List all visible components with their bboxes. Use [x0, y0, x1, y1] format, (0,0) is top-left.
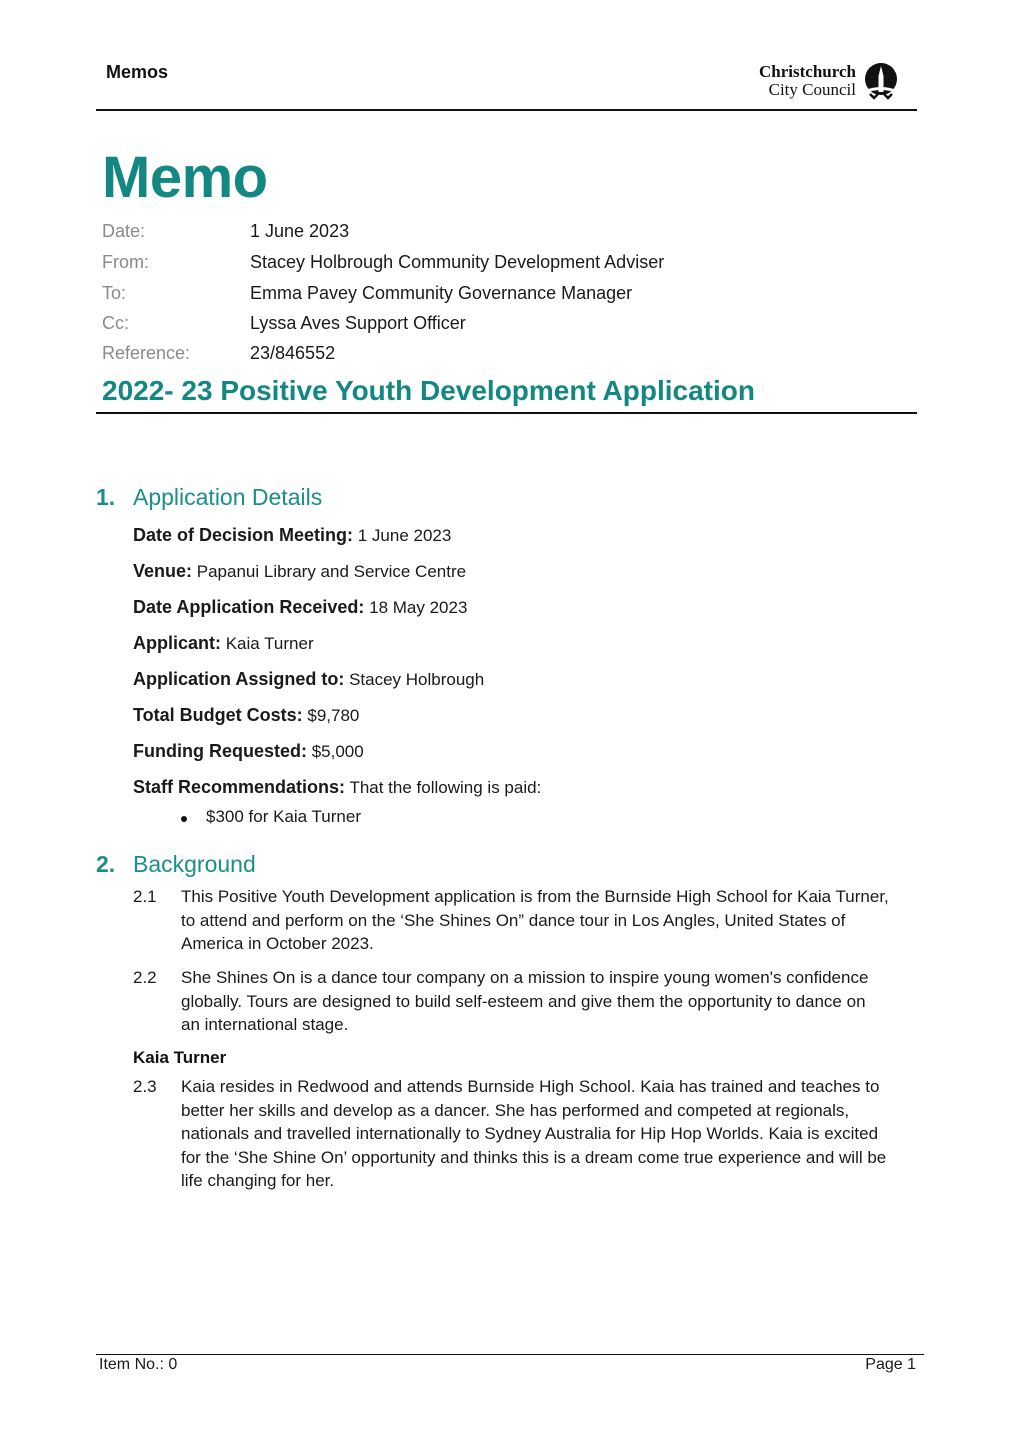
meta-value: 23/846552 — [250, 343, 336, 363]
paragraph-line: to attend and perform on the ‘She Shines On” dance tour in Los Angles, United States of — [181, 910, 846, 930]
paragraph-text — [181, 966, 919, 1037]
meta-value: Lyssa Aves Support Officer — [250, 313, 466, 333]
detail-decision-meeting — [133, 525, 451, 546]
section-heading-background — [96, 851, 256, 878]
paragraph-line: globally. Tours are designed to build self-esteem and give them the opportunity to dance on — [181, 991, 866, 1011]
paragraph-number: 2.2 — [133, 968, 157, 987]
detail-label: Applicant: — [133, 633, 221, 653]
header-section-title: Memos — [106, 62, 169, 82]
paragraph-line: America in October 2023. — [181, 934, 374, 953]
detail-value: Stacey Holbrough — [344, 670, 485, 689]
heading-rule — [96, 412, 917, 414]
detail-value: Papanui Library and Service Centre — [192, 562, 467, 581]
meta-label: Date: — [102, 221, 146, 241]
logo-line-2: City Council — [768, 80, 856, 99]
detail-value: $5,000 — [307, 742, 364, 761]
detail-applicant — [133, 633, 314, 654]
meta-label: Reference: — [102, 343, 191, 363]
council-logo — [744, 62, 904, 104]
paragraph-text — [181, 1075, 919, 1193]
section-number: 1. — [96, 484, 116, 510]
paragraph-line: This Positive Youth Development application is from the Burnside High School for Kaia Turner, — [181, 887, 889, 906]
detail-date-received — [133, 597, 467, 618]
logo-line-1: Christchurch — [759, 62, 856, 81]
bullet-icon — [181, 816, 187, 822]
paragraph-line: an international stage. — [181, 1015, 349, 1034]
footer-page-number: Page 1 — [865, 1356, 916, 1373]
meta-label: To: — [102, 283, 127, 303]
meta-label: Cc: — [102, 313, 129, 333]
meta-value: Emma Pavey Community Governance Manager — [250, 283, 633, 303]
paragraph-line: nationals and travelled internationally to Sydney Australia for Hip Hop Worlds. Kaia is excited — [181, 1124, 879, 1143]
bullet-text: $300 for Kaia Turner — [206, 807, 361, 826]
meta-label: From: — [102, 252, 149, 272]
section-title: Application Details — [133, 484, 323, 510]
paragraph-line: Kaia resides in Redwood and attends Burnside High School. Kaia has trained and teaches to — [181, 1077, 880, 1096]
detail-assigned-to — [133, 669, 484, 690]
paragraph-line: She Shines On is a dance tour company on a mission to inspire young women's confidence — [181, 968, 869, 987]
detail-funding-requested — [133, 741, 364, 762]
cathedral-emblem-icon — [862, 62, 900, 100]
detail-value: That the following is paid: — [345, 778, 542, 797]
section-heading-application-details — [96, 484, 322, 511]
detail-value: 18 May 2023 — [364, 598, 468, 617]
subheading-kaia-turner: Kaia Turner — [133, 1048, 227, 1067]
section-title: Background — [133, 851, 256, 877]
detail-value: Kaia Turner — [221, 634, 314, 653]
detail-value: $9,780 — [302, 706, 360, 725]
detail-label: Total Budget Costs: — [133, 705, 303, 725]
detail-label: Venue: — [133, 561, 193, 581]
detail-label: Date of Decision Meeting: — [133, 525, 354, 545]
paragraph-line: life changing for her. — [181, 1171, 335, 1190]
paragraph-number: 2.1 — [133, 887, 157, 906]
detail-label: Date Application Received: — [133, 597, 365, 617]
footer-item-number: Item No.: 0 — [99, 1356, 178, 1373]
detail-total-budget — [133, 705, 359, 726]
detail-label: Application Assigned to: — [133, 669, 345, 689]
header-rule — [96, 109, 917, 111]
paragraph-line: for the ‘She Shine On’ opportunity and thinks this is a dream come true experience and will be — [181, 1147, 887, 1167]
paragraph-number: 2.3 — [133, 1077, 157, 1096]
detail-value: 1 June 2023 — [353, 526, 452, 545]
detail-label: Staff Recommendations: — [133, 777, 346, 797]
memo-heading: 2022- 23 Positive Youth Development Application — [102, 375, 755, 406]
memo-title: Memo — [102, 145, 268, 210]
section-number: 2. — [96, 851, 116, 877]
meta-value: 1 June 2023 — [250, 221, 350, 241]
paragraph-line: better her skills and develop as a dancer. She has performed and competed at regionals, — [181, 1100, 850, 1120]
paragraph-text — [181, 885, 919, 956]
detail-venue — [133, 561, 466, 582]
detail-label: Funding Requested: — [133, 741, 307, 761]
footer-rule — [96, 1354, 924, 1355]
meta-value: Stacey Holbrough Community Development Adviser — [250, 252, 665, 272]
detail-staff-recommendations — [133, 777, 541, 798]
